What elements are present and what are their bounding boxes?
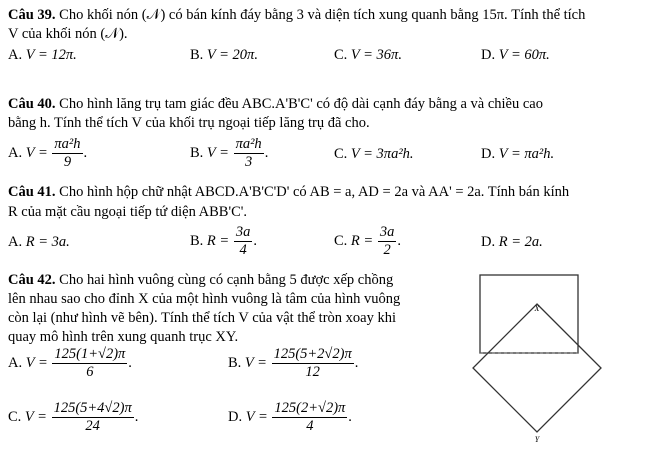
q42-option-d[interactable]: D. V = $\frac{125(2+√2)\pi}{4}$ . xyxy=(228,400,352,434)
q40-text-1: Cho hình lăng trụ tam giác đều ABC.A'B'C' có độ dài cạnh đáy bằng a và chiều cao xyxy=(59,96,543,112)
q40-option-a[interactable]: A. V = $\frac{\text{πa²h}}{9}$ . xyxy=(8,136,88,170)
q40-label: Câu 40. xyxy=(8,96,56,112)
q42-option-a[interactable]: A. V = $\frac{125(1+√2)\pi}{6}$ . xyxy=(8,346,132,380)
q42-line2: lên nhau sao cho đỉnh X của một hình vuông là tâm của hình vuông xyxy=(8,291,401,307)
q41-option-c[interactable]: C. R = $\frac{3a}{2}$ . xyxy=(334,224,401,258)
q40-option-c[interactable]: C. V = 3πa²h. xyxy=(334,146,414,162)
q39-text-1: Cho khối nón (𝒩) có bán kính đáy bằng 3 và diện tích xung quanh bằng 15π. Tính thể tích xyxy=(59,7,586,23)
q39-label: Câu 39. xyxy=(8,7,56,23)
q40-option-b[interactable]: B. V = $\frac{\text{πa²h}}{3}$ . xyxy=(190,136,269,170)
q42-option-c[interactable]: C. V = $\frac{125(5+4√2)\pi}{24}$ . xyxy=(8,400,139,434)
q41-label: Câu 41. xyxy=(8,184,56,200)
upper-square xyxy=(480,275,578,353)
q39-option-b[interactable]: B. V = 20π. xyxy=(190,47,258,63)
x-label: X xyxy=(534,304,540,313)
q39-option-d[interactable]: D. V = 60π. xyxy=(481,47,550,63)
q41-text-1: Cho hình hộp chữ nhật ABCD.A'B'C'D' có AB = a, AD = 2a và AA' = 2a. Tính bán kính xyxy=(59,184,570,200)
q40-line2: bằng h. Tính thể tích V của khối trụ ngoại tiếp lăng trụ đã cho. xyxy=(8,115,370,131)
q39-option-a[interactable]: A. V = 12π. xyxy=(8,47,77,63)
q42-label: Câu 42. xyxy=(8,272,56,288)
q39-line2: V của khối nón (𝒩). xyxy=(8,26,128,42)
q40-option-d[interactable]: D. V = πa²h. xyxy=(481,146,555,162)
y-label: Y xyxy=(534,435,540,444)
q41-option-b[interactable]: B. R = $\frac{3a}{4}$ . xyxy=(190,224,257,258)
q39-option-c[interactable]: C. V = 36π. xyxy=(334,47,402,63)
q41-line2: R của mặt cầu ngoại tiếp tứ diện ABB'C'. xyxy=(8,204,248,220)
q41-option-d[interactable]: D. R = 2a. xyxy=(481,234,543,250)
rotated-square xyxy=(473,304,601,432)
q42-line3: còn lại (như hình vẽ bên). Tính thể tích V của vật thể tròn xoay khi xyxy=(8,310,396,326)
q42-text-1: Cho hai hình vuông cùng có cạnh bằng 5 được xếp chồng xyxy=(59,272,394,288)
q41-option-a[interactable]: A. R = 3a. xyxy=(8,234,70,250)
q42-line4: quay mô hình trên xung quanh trục XY. xyxy=(8,329,239,345)
q42-option-b[interactable]: B. V = $\frac{125(5+2√2)\pi}{12}$ . xyxy=(228,346,359,380)
